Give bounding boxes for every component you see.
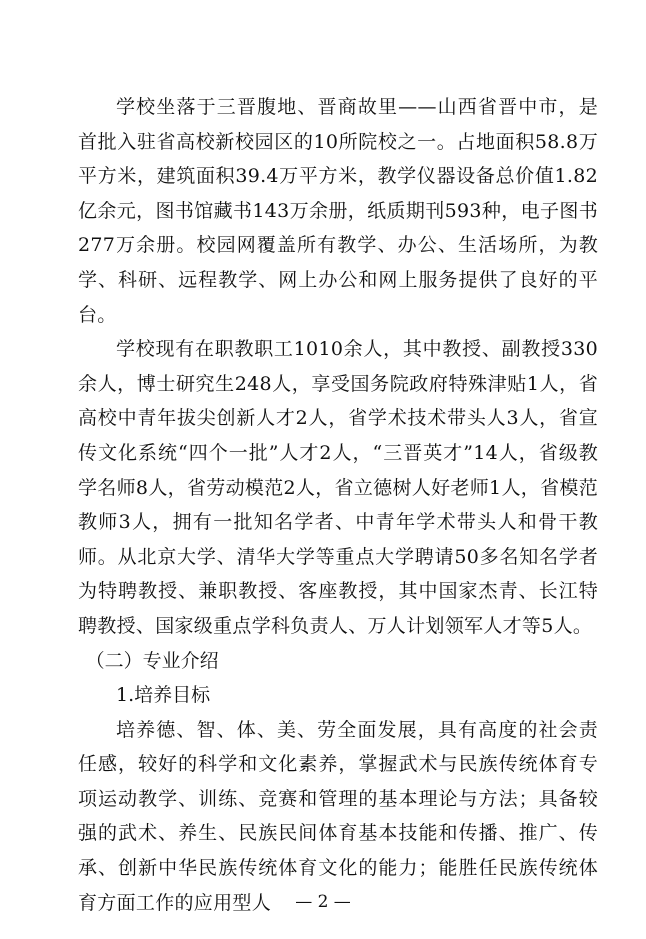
document-body	[78, 90, 598, 920]
section-heading: （二）专业介绍	[85, 649, 219, 672]
paragraph-training-goal: 培养德、智、体、美、劳全面发展，具有高度的社会责任感，较好的科学和文化素养，掌握武术与民族传统体育专项运动教学、训练、竞赛和管理的基本理论与方法；具备较强的武术、养生、民族民间体育基本技能和传播、推广、传承、创新中华民族传统体育文化的能力；能胜任民族传统体育方面工作的应用型人	[78, 718, 598, 914]
paragraph-faculty: 学校现有在职教职工1010余人，其中教授、副教授330余人，博士研究生248人，享受国务院政府特殊津贴1人，省高校中青年拔尖创新人才2人，省学术技术带头人3人，省宣传文化系统“四个一批”人才2人，“三晋英才”14人，省级教学名师8人，省劳动模范2人，省立德树人好老师1人，省模范教师3人，拥有一批知名学者、中青年学术带头人和骨干教师。从北京大学、清华大学等重点大学聘请50多名知名学者为特聘教授、兼职教授、客座教授，其中国家杰青、长江特聘教授、国家级重点学科负责人、万人计划领军人才等5人。	[78, 338, 598, 637]
page-number: — 2 —	[295, 892, 351, 912]
subsection-heading: 1.培养目标	[116, 684, 211, 707]
paragraph-campus: 学校坐落于三晋腹地、晋商故里——山西省晋中市，是首批入驻省高校新校园区的10所院校之一。占地面积58.8万平方米，建筑面积39.4万平方米，教学仪器设备总价值1.82亿余元，图书馆藏书143万余册，纸质期刊593种，电子图书277万余册。校园网覆盖所有教学、办公、生活场所，为教学、科研、远程教学、网上办公和网上服务提供了良好的平台。	[78, 96, 598, 326]
